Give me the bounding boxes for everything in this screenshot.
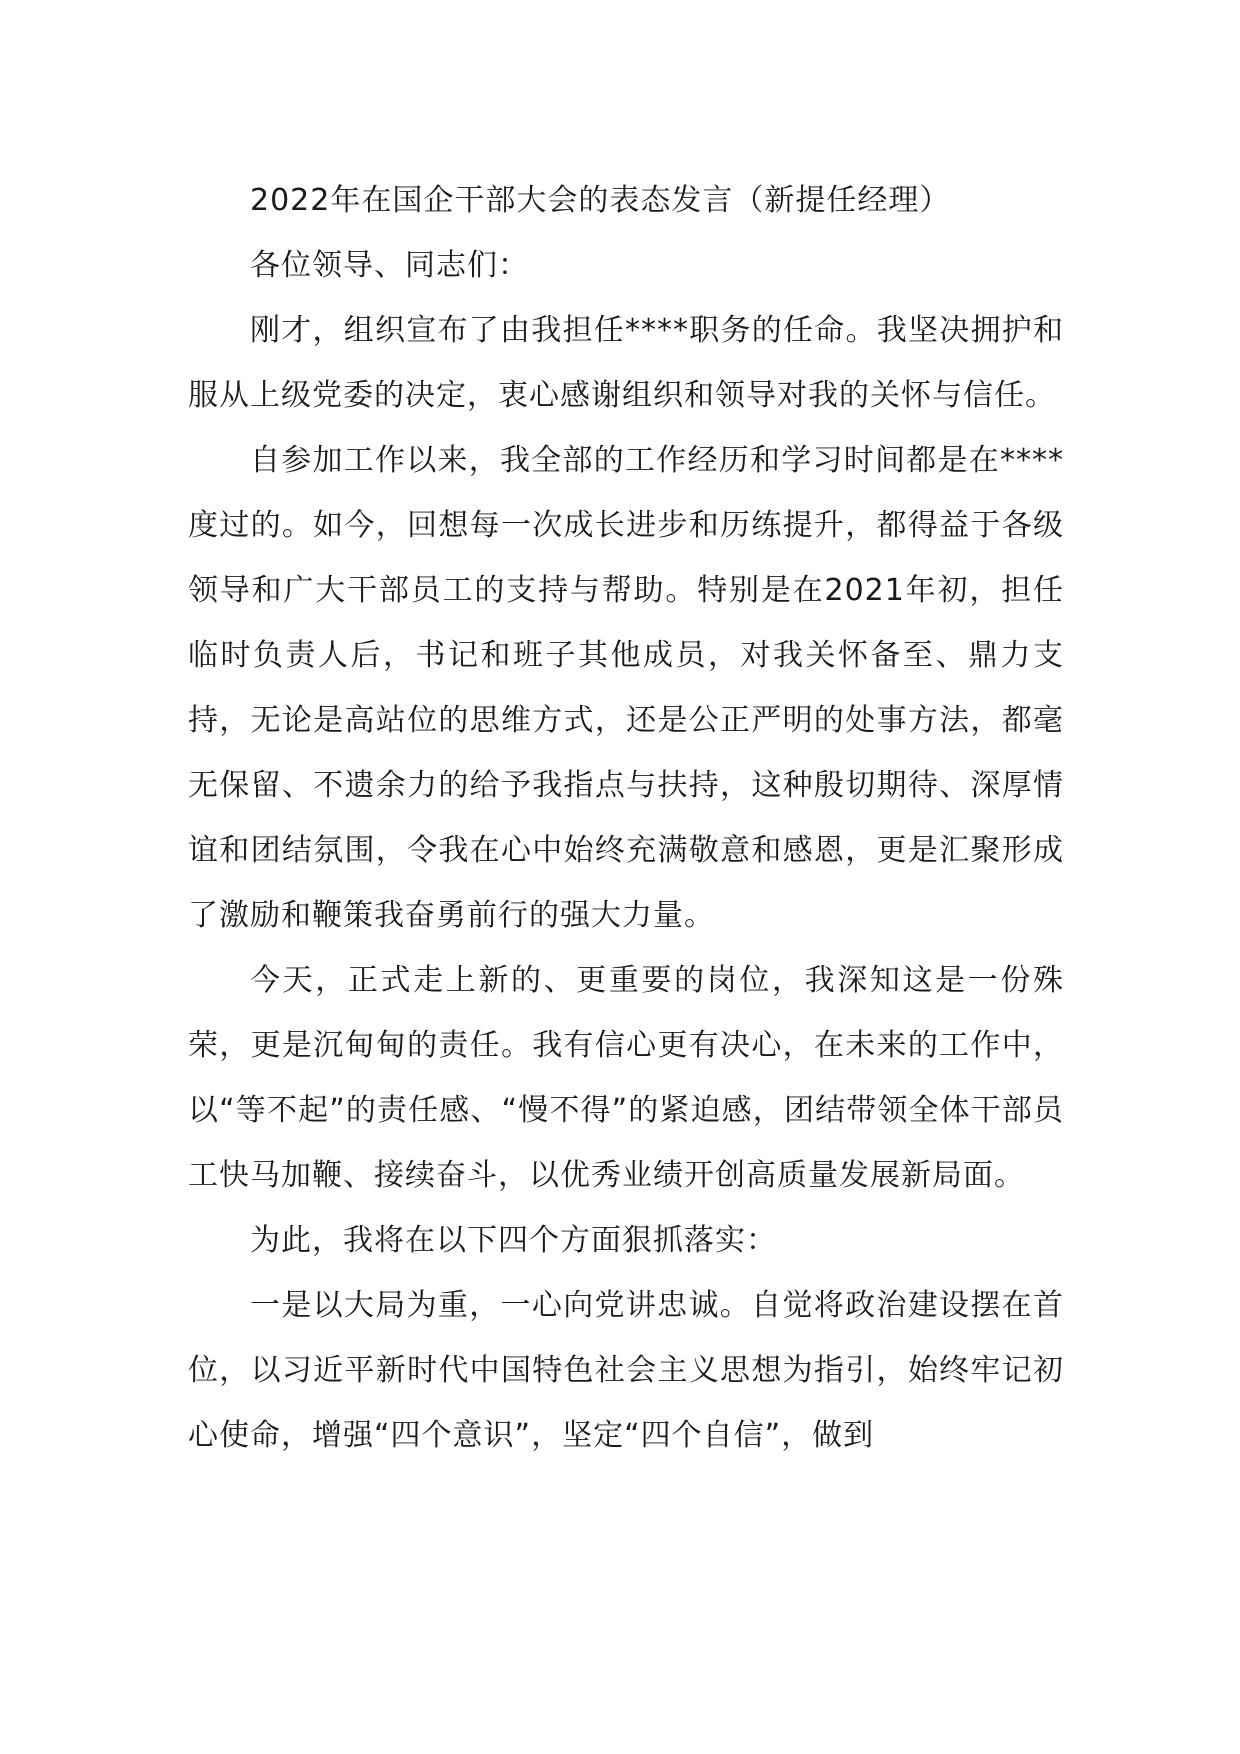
paragraph-intro-points: 为此，我将在以下四个方面狠抓落实： xyxy=(250,1223,777,1258)
paragraph-new-role: 今天，正式走上新的、更重要的岗位，我深知这是一份殊荣，更是沉甸甸的责任。我有信心更有决心，在未来的工作中，以“等不起”的责任感、“慢不得”的紧迫感，团结带领全体干部员工快马加鞭、接续奋斗，以优秀业绩开创高质量发展新局面。 xyxy=(188,963,1064,1193)
paragraph-career: 自参加工作以来，我全部的工作经历和学习时间都是在****度过的。如今，回想每一次成长进步和历练提升，都得益于各级领导和广大干部员工的支持与帮助。特别是在2021年初，担任临时负责人后，书记和班子其他成员，对我关怀备至、鼎力支持，无论是高站位的思维方式，还是公正严明的处事方法，都毫无保留、不遗余力的给予我指点与扶持，这种殷切期待、深厚情谊和团结氛围，令我在心中始终充满敬意和感恩，更是汇聚形成了激励和鞭策我奋勇前行的强大力量。 xyxy=(188,443,1064,933)
document-title: 2022年在国企干部大会的表态发言（新提任经理） xyxy=(250,183,951,218)
salutation: 各位领导、同志们： xyxy=(250,248,529,283)
paragraph-appointment: 刚才，组织宣布了由我担任****职务的任命。我坚决拥护和服从上级党委的决定，衷心感谢组织和领导对我的关怀与信任。 xyxy=(188,313,1064,413)
paragraph-point-one: 一是以大局为重，一心向党讲忠诚。自觉将政治建设摆在首位，以习近平新时代中国特色社会主义思想为指引，始终牢记初心使命，增强“四个意识”，坚定“四个自信”，做到 xyxy=(188,1288,1064,1453)
document-body xyxy=(188,168,1064,1468)
